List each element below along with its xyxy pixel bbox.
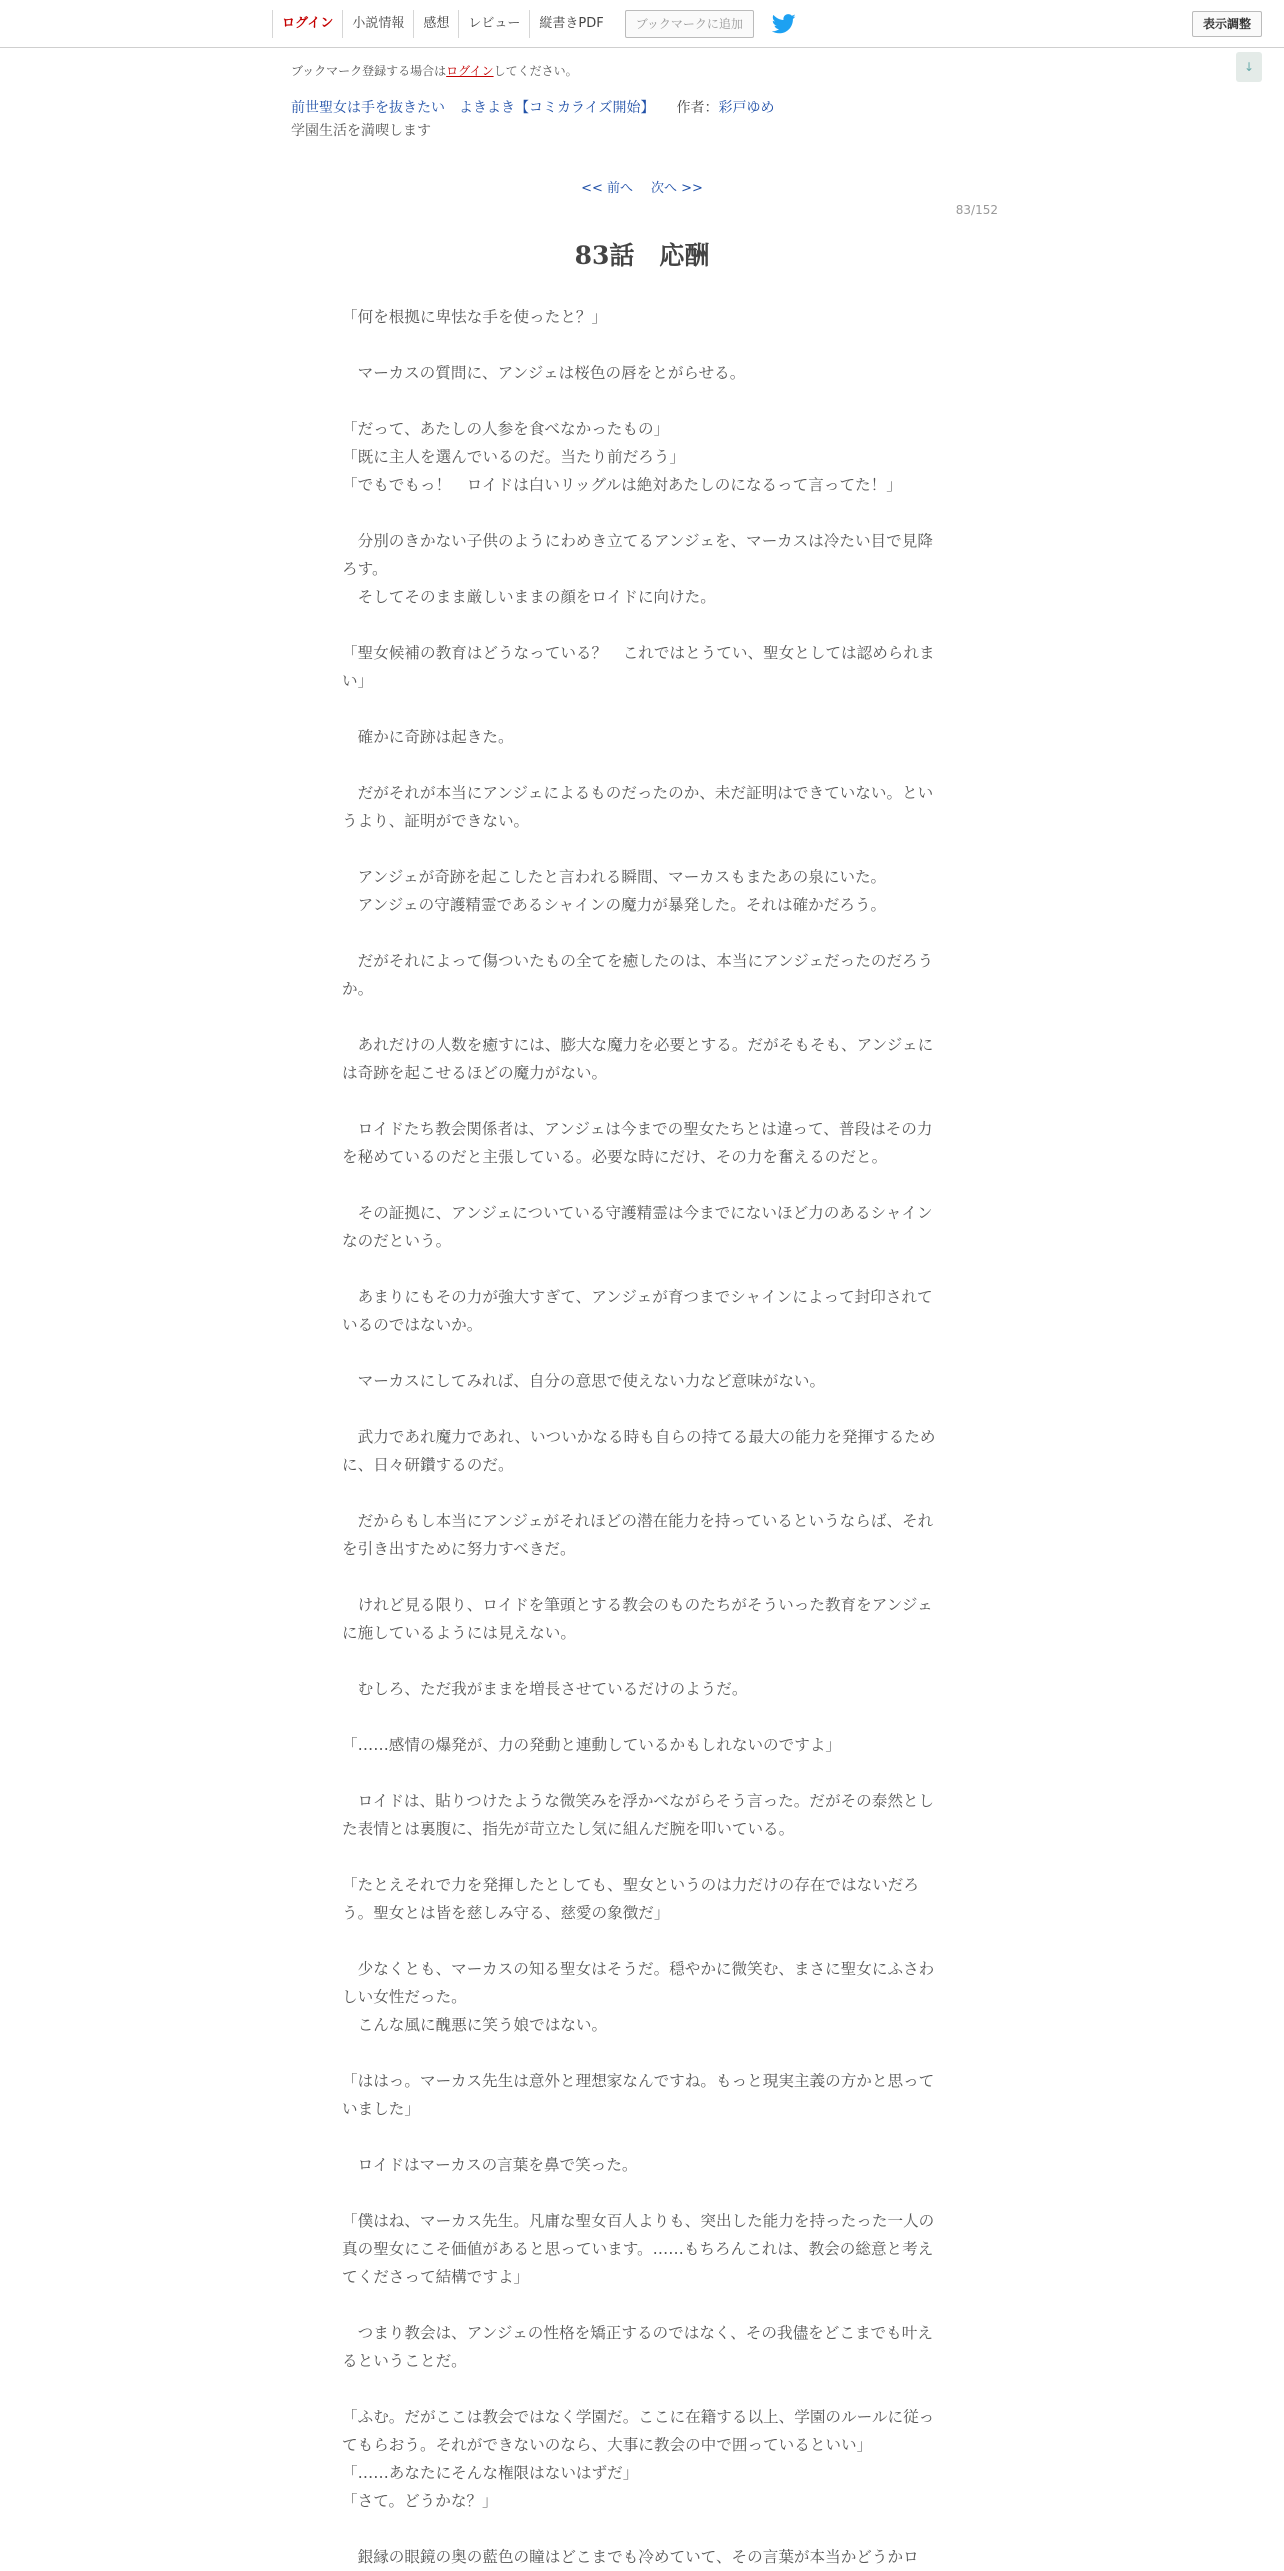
- login-link[interactable]: ログイン: [272, 10, 342, 38]
- body-paragraph: だからもし本当にアンジェがそれほどの潜在能力を持っているというならば、それを引き出すために努力すべきだ。: [342, 1512, 934, 1558]
- body-paragraph: ロイドはマーカスの言葉を鼻で笑った。: [342, 2156, 638, 2174]
- body-paragraph: [342, 1395, 936, 1423]
- novel-meta: [291, 97, 774, 117]
- body-paragraph: その証拠に、アンジェについている守護精霊は今までにないほど力のあるシャインなのだという。: [342, 1204, 933, 1250]
- body-paragraph: [342, 1647, 936, 1675]
- chapter-body: [342, 303, 936, 2571]
- author-label: 作者：: [676, 100, 719, 116]
- body-paragraph: けれど見る限り、ロイドを筆頭とする教会のものたちがそういった教育をアンジェに施しているようには見えない。: [342, 1596, 933, 1642]
- next-link[interactable]: 次へ >>: [651, 181, 703, 196]
- body-paragraph: 「でもでもっ！ ロイドは白いリッグルは絶対あたしのになるって言ってた！」: [342, 476, 902, 494]
- body-paragraph: だがそれが本当にアンジェによるものだったのか、未だ証明はできていない。というより、証明ができない。: [342, 784, 934, 830]
- body-paragraph: [342, 2039, 936, 2067]
- body-paragraph: [342, 1927, 936, 1955]
- body-paragraph: アンジェが奇跡を起こしたと言われる瞬間、マーカスもまたあの泉にいた。: [342, 868, 887, 886]
- body-paragraph: 「さて。どうかな？」: [342, 2492, 498, 2510]
- pager: [0, 177, 1284, 196]
- body-paragraph: [342, 1479, 936, 1507]
- body-paragraph: [342, 2179, 936, 2207]
- body-paragraph: 「聖女候補の教育はどうなっている？ これではとうてい、聖女としては認められまい」: [342, 644, 935, 690]
- body-paragraph: 「……あなたにそんな権限はないはずだ」: [342, 2464, 639, 2482]
- body-paragraph: [342, 1563, 936, 1591]
- review-link[interactable]: レビュー: [458, 10, 529, 38]
- body-paragraph: 武力であれ魔力であれ、いついかなる時も自らの持てる最大の能力を発揮するために、日々研鑽するのだ。: [342, 1428, 936, 1474]
- bookmark-login-link[interactable]: ログイン: [446, 64, 494, 78]
- body-paragraph: [342, 499, 936, 527]
- body-paragraph: 少なくとも、マーカスの知る聖女はそうだ。穏やかに微笑む、まさに聖女にふさわしい女性だった。: [342, 1960, 935, 2006]
- body-paragraph: むしろ、ただ我がままを増長させているだけのようだ。: [342, 1680, 748, 1698]
- body-paragraph: 確かに奇跡は起きた。: [342, 728, 514, 746]
- body-paragraph: [342, 2291, 936, 2319]
- bookmark-note: [291, 62, 578, 79]
- page-number: 83/152: [955, 203, 998, 217]
- body-paragraph: ロイドは、貼りつけたような微笑みを浮かべながらそう言った。だがその泰然とした表情とは裏腹に、指先が苛立たし気に組んだ腕を叩いている。: [342, 1792, 935, 1838]
- body-paragraph: マーカスの質問に、アンジェは桜色の唇をとがらせる。: [342, 364, 746, 382]
- body-paragraph: [342, 2515, 936, 2543]
- display-settings-button[interactable]: 表示調整: [1192, 11, 1262, 37]
- body-paragraph: [342, 1255, 936, 1283]
- author-link[interactable]: 彩戸ゆめ: [718, 100, 775, 116]
- body-paragraph: 「たとえそれで力を発揮したとしても、聖女というのは力だけの存在ではないだろう。聖女とは皆を慈しみ守る、慈愛の象徴だ」: [342, 1876, 919, 1922]
- bookmark-note-after: してください。: [493, 64, 578, 78]
- twitter-icon[interactable]: [770, 12, 798, 36]
- body-paragraph: [342, 1339, 936, 1367]
- body-paragraph: [342, 387, 936, 415]
- body-paragraph: だがそれによって傷ついたもの全てを癒したのは、本当にアンジェだったのだろうか。: [342, 952, 934, 998]
- body-paragraph: あまりにもその力が強大すぎて、アンジェが育つまでシャインによって封印されているのではないか。: [342, 1288, 933, 1334]
- body-paragraph: 「何を根拠に卑怯な手を使ったと？」: [342, 308, 608, 326]
- body-paragraph: [342, 1003, 936, 1031]
- body-paragraph: ロイドたち教会関係者は、アンジェは今までの聖女たちとは違って、普段はその力を秘めているのだと主張している。必要な時にだけ、その力を奮えるのだと。: [342, 1120, 933, 1166]
- body-paragraph: 「ふむ。だがここは教会ではなく学園だ。ここに在籍する以上、学園のルールに従ってもらおう。それができないのなら、大事に教会の中で囲っているといい」: [342, 2408, 935, 2454]
- body-paragraph: [342, 751, 936, 779]
- body-paragraph: こんな風に醜悪に笑う娘ではない。: [342, 2016, 608, 2034]
- body-paragraph: [342, 919, 936, 947]
- bookmark-note-before: ブックマーク登録する場合は: [291, 64, 447, 78]
- body-paragraph: [342, 1843, 936, 1871]
- add-bookmark-button[interactable]: ブックマークに追加: [625, 10, 754, 38]
- body-paragraph: [342, 2375, 936, 2403]
- vertical-pdf-link[interactable]: 縦書きPDF: [529, 10, 612, 38]
- body-paragraph: そしてそのまま厳しいままの顔をロイドに向けた。: [342, 588, 716, 606]
- body-paragraph: あれだけの人数を癒すには、膨大な魔力を必要とする。だがそもそも、アンジェには奇跡を起こせるほどの魔力がない。: [342, 1036, 934, 1082]
- body-paragraph: 「だって、あたしの人参を食べなかったもの」: [342, 420, 670, 438]
- novel-title-link[interactable]: 前世聖女は手を抜きたい よきよき【コミカライズ開始】: [291, 100, 655, 116]
- body-paragraph: [342, 331, 936, 359]
- body-paragraph: [342, 2123, 936, 2151]
- body-paragraph: [342, 1087, 936, 1115]
- body-paragraph: [342, 1703, 936, 1731]
- body-paragraph: アンジェの守護精霊であるシャインの魔力が暴発した。それは確かだろう。: [342, 896, 887, 914]
- prev-link[interactable]: << 前へ: [581, 181, 633, 196]
- body-paragraph: [342, 695, 936, 723]
- body-paragraph: [342, 611, 936, 639]
- body-paragraph: [342, 1759, 936, 1787]
- novel-info-link[interactable]: 小説情報: [342, 10, 413, 38]
- body-paragraph: [342, 1171, 936, 1199]
- body-paragraph: 「僕はね、マーカス先生。凡庸な聖女百人よりも、突出した能力を持ったった一人の真の聖女にこそ価値があると思っています。……もちろんこれは、教会の総意と考えてくださって結構ですよ」: [342, 2212, 935, 2286]
- site-header: [0, 0, 1284, 48]
- body-paragraph: マーカスにしてみれば、自分の意思で使えない力など意味がない。: [342, 1372, 826, 1390]
- body-paragraph: 「既に主人を選んでいるのだ。当たり前だろう」: [342, 448, 686, 466]
- body-paragraph: 「ははっ。マーカス先生は意外と理想家なんですね。もっと現実主義の方かと思っていました」: [342, 2072, 935, 2118]
- chapter-title: 83話 応酬: [574, 241, 710, 270]
- chapter-group-title: 学園生活を満喫します: [291, 123, 431, 139]
- scroll-down-icon[interactable]: ↓: [1236, 52, 1262, 82]
- header-nav: [272, 10, 798, 38]
- body-paragraph: つまり教会は、アンジェの性格を矯正するのではなく、その我儘をどこまでも叶えるということだ。: [342, 2324, 933, 2370]
- body-paragraph: 分別のきかない子供のようにわめき立てるアンジェを、マーカスは冷たい目で見降ろす。: [342, 532, 933, 578]
- impressions-link[interactable]: 感想: [413, 10, 458, 38]
- body-paragraph: [342, 835, 936, 863]
- body-paragraph: 銀縁の眼鏡の奥の藍色の瞳はどこまでも冷めていて、その言葉が本当かどうかロ: [342, 2548, 919, 2566]
- body-paragraph: 「……感情の爆発が、力の発動と連動しているかもしれないのですよ」: [342, 1736, 842, 1754]
